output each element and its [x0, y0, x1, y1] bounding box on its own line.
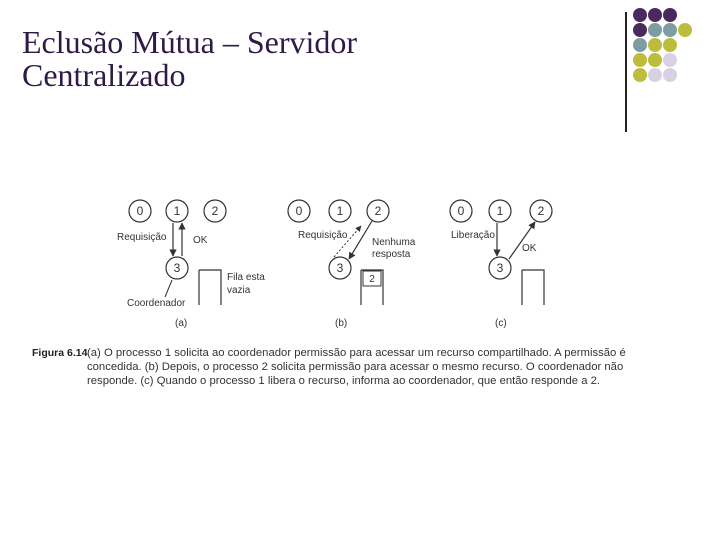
request-label: Requisição: [117, 232, 167, 243]
node-1: [329, 200, 351, 222]
queued-process-label: 2: [369, 274, 375, 285]
panel-c: [450, 200, 552, 329]
release-label: Liberação: [451, 230, 495, 241]
svg-text:0: 0: [457, 204, 465, 218]
figure-caption-text: (a) O processo 1 solicita ao coordenador permissão para acessar um recurso compartilhado. A permissão é concedida. (b) Depois, o processo 2 solicita permissão para acessar o mesmo recurso. O coordenador não responde. (c) Quando o processo 1 libera o recurso, informa ao coordenador, que então responde a 2.: [87, 347, 626, 387]
coordinator-pointer: [165, 280, 172, 297]
svg-text:2: 2: [374, 204, 382, 218]
node-1: [166, 200, 188, 222]
node-2: [530, 200, 552, 222]
svg-text:3: 3: [336, 261, 344, 275]
slide-title-line2: Centralizado: [22, 57, 186, 93]
svg-text:3: 3: [173, 261, 181, 275]
ok-label: OK: [193, 235, 208, 246]
no-reply-label-2: resposta: [372, 249, 411, 260]
node-0: [129, 200, 151, 222]
no-reply-label-1: Nenhuma: [372, 237, 416, 248]
queue-box: [522, 270, 544, 305]
node-0: [450, 200, 472, 222]
ok-label: OK: [522, 243, 537, 254]
svg-text:0: 0: [295, 204, 303, 218]
node-2: [367, 200, 389, 222]
coordinator-node-3: [489, 257, 511, 279]
node-0: [288, 200, 310, 222]
svg-text:2: 2: [211, 204, 219, 218]
svg-text:0: 0: [136, 204, 144, 218]
coordinator-node-3: [166, 257, 188, 279]
svg-text:2: 2: [537, 204, 545, 218]
panel-a-label: (a): [175, 318, 188, 329]
panel-a: [117, 200, 265, 329]
panel-c-label: (c): [495, 318, 507, 329]
queue-empty-label-1: Fila esta: [227, 272, 265, 283]
slide-title-line1: Eclusão Mútua – Servidor: [22, 24, 358, 60]
svg-text:3: 3: [496, 261, 504, 275]
svg-text:1: 1: [173, 204, 181, 218]
node-2: [204, 200, 226, 222]
svg-text:1: 1: [496, 204, 504, 218]
figure-caption-label: Figura 6.14: [32, 347, 88, 359]
panel-b-label: (b): [335, 318, 348, 329]
svg-text:1: 1: [336, 204, 344, 218]
coordinator-label: Coordenador: [127, 298, 186, 309]
queue-empty-label-2: vazia: [227, 285, 251, 296]
queue-box: [199, 270, 221, 305]
coordinator-node-3: [329, 257, 351, 279]
node-1: [489, 200, 511, 222]
panel-b: [288, 200, 416, 329]
request-label: Requisição: [298, 230, 348, 241]
